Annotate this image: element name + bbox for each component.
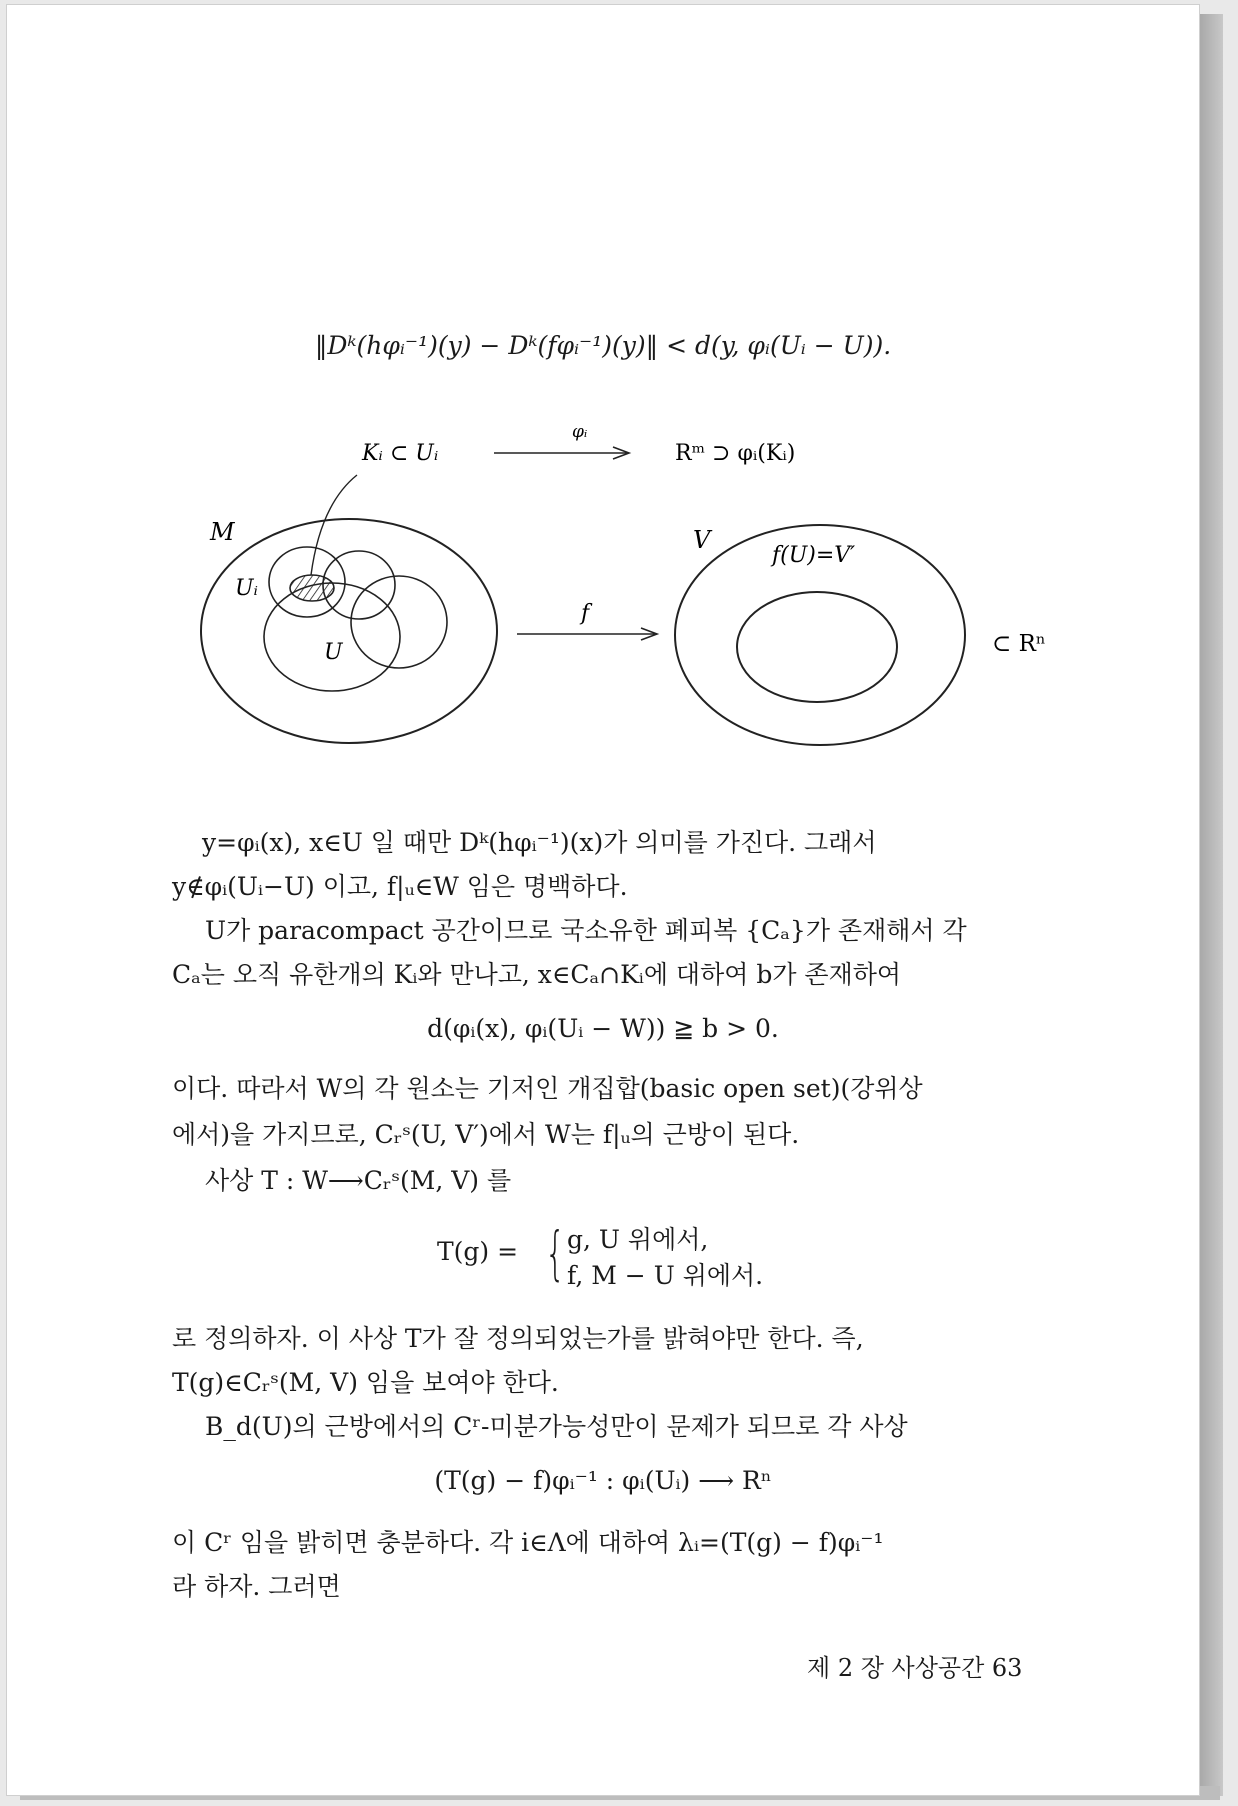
para4-line1: 사상 T : W⟶Cᵣˢ(M, V) 를 [205, 1166, 512, 1195]
curly-brace: { [545, 1219, 566, 1287]
formula-T: (T(g) − f)φᵢ⁻¹ : φᵢ(Uᵢ) ⟶ Rⁿ [434, 1466, 772, 1495]
diagram-label-fU: f(U)=V′ [772, 543, 856, 568]
diagram-label-subset-Rn: ⊂ Rⁿ [992, 631, 1046, 657]
para3-line1: 이다. 따라서 W의 각 원소는 기저인 개집합(basic open set)(강위상 [172, 1074, 923, 1103]
formula-d: d(φᵢ(x), φᵢ(Uᵢ − W)) ≧ b > 0. [427, 1014, 779, 1043]
para2-line1: U가 paracompact 공간이므로 국소유한 폐피복 {Cₐ}가 존재해서 각 [205, 916, 967, 945]
diagram-top-right: Rᵐ ⊃ φᵢ(Kᵢ) [675, 441, 796, 466]
page-footer: 제 2 장 사상공간 63 [807, 1654, 1023, 1682]
para1-line1: y=φᵢ(x), x∈U 일 때만 Dᵏ(hφᵢ⁻¹)(x)가 의미를 가진다. 그래서 [202, 828, 877, 857]
formula-norm: ‖Dᵏ(hφᵢ⁻¹)(y) − Dᵏ(fφᵢ⁻¹)(y)‖ < d(y, φᵢ(Uᵢ − U)). [314, 331, 892, 360]
piecewise-case-1: g, U 위에서, [567, 1225, 709, 1254]
piecewise-lhs: T(g) = [437, 1237, 519, 1266]
para1-line2: y∉φᵢ(Uᵢ−U) 이고, f|ᵤ∈W 임은 명백하다. [172, 872, 628, 901]
diagram-mid-arrow-label: f [581, 601, 590, 626]
diagram-label-V: V [693, 526, 711, 554]
diagram-top-arrow-label: φᵢ [572, 422, 588, 442]
diagram-label-Ui: Uᵢ [235, 576, 258, 601]
piecewise-case-2: f, M − U 위에서. [567, 1261, 764, 1290]
diagram-label-U: U [324, 640, 343, 665]
para7-line2: 라 하자. 그러면 [172, 1572, 341, 1601]
compact-set-Ki-hatched [290, 575, 334, 601]
diagram-label-M: M [210, 518, 235, 546]
para3-line2: 에서)을 가지므로, Cᵣˢ(U, V′)에서 W는 f|ᵤ의 근방이 된다. [172, 1120, 800, 1149]
para2-line2: Cₐ는 오직 유한개의 Kᵢ와 만나고, x∈Cₐ∩Kᵢ에 대하여 b가 존재하여 [172, 960, 902, 989]
open-set-U [264, 583, 400, 691]
para6-line1: B_d(U)의 근방에서의 Cʳ-미분가능성만이 문제가 되므로 각 사상 [205, 1412, 908, 1441]
para7-line1: 이 Cʳ 임을 밝히면 충분하다. 각 i∈Λ에 대하여 λᵢ=(T(g) − f)φᵢ⁻¹ [172, 1528, 884, 1557]
diagram-top-left: Kᵢ ⊂ Uᵢ [362, 441, 439, 466]
para5-line2: T(g)∈Cᵣˢ(M, V) 임을 보여야 한다. [172, 1368, 559, 1397]
manifold-diagram [7, 415, 1199, 765]
para5-line1: 로 정의하자. 이 사상 T가 잘 정의되었는가를 밝혀야만 한다. 즉, [172, 1324, 864, 1353]
book-page [6, 4, 1200, 1796]
chart-circle-3 [351, 576, 447, 668]
image-set-fU [737, 592, 897, 702]
